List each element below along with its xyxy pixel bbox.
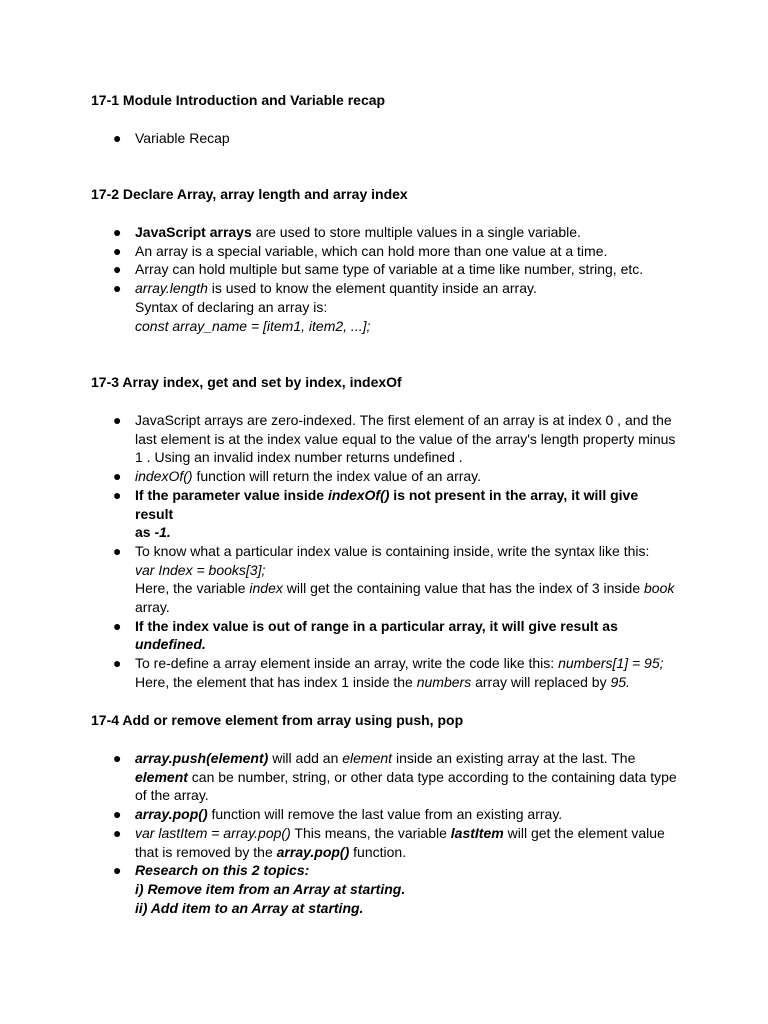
section-17-4-list — [91, 749, 691, 917]
bullet-icon: ● — [113, 655, 122, 672]
section-17-3-list — [91, 411, 691, 692]
list-item: ● JavaScript arrays are used to store multiple values in a single variable. — [113, 224, 581, 240]
bullet-icon: ● — [113, 412, 122, 428]
bullet-icon: ● — [113, 468, 122, 485]
list-item: ● Variable Recap — [113, 130, 230, 146]
section-heading: 17-4 Add or remove element from array using push, pop — [91, 712, 464, 728]
section-17-2 — [91, 185, 691, 204]
section-17-2-list — [91, 223, 691, 335]
list-item: ● var lastItem = array.pop() This means, the variable lastItem will get the element value that is removed by the array.pop() function. — [113, 824, 665, 860]
list-item: ● JavaScript arrays are zero-indexed. The first element of an array is at index 0 , and the last element is at the index value equal to the value of the array's length property minus 1 . Using an invalid index number returns undefined . — [113, 412, 676, 466]
bullet-icon: ● — [113, 750, 122, 766]
bullet-icon: ● — [113, 224, 122, 240]
list-item: ● array.pop() function will remove the last value from an existing array. — [113, 806, 563, 823]
bullet-list — [91, 129, 691, 148]
list-item: ● indexOf() function will return the index value of an array. — [113, 468, 482, 485]
bullet-icon: ● — [113, 280, 122, 297]
bullet-list — [91, 749, 691, 917]
list-item: ● If the index value is out of range in a particular array, it will give result as undefined. — [113, 617, 618, 653]
bullet-icon: ● — [113, 542, 122, 559]
list-item: ● To re-define a array element inside an array, write the code like this: numbers[1] = 95; Here, the element that has index 1 inside the numbers array will replaced by 95. — [113, 655, 664, 690]
bullet-icon: ● — [113, 862, 122, 879]
section-heading: 17-3 Array index, get and set by index, indexOf — [91, 374, 402, 390]
bullet-icon: ● — [113, 806, 122, 823]
list-item: ● array.push(element) will add an element inside an existing array at the last. The element can be number, string, or other data type according to the containing data type of the array. — [113, 750, 677, 804]
list-item: ● Research on this 2 topics: i) Remove item from an Array at starting. ii) Add item to an Array at starting. — [113, 862, 406, 916]
list-item: ● To know what a particular index value is containing inside, write the syntax like this: var Index = books[3]; Here, the variable index will get the containing value that has the index of 3 inside book array. — [113, 542, 675, 616]
bullet-icon: ● — [113, 617, 122, 634]
bullet-icon: ● — [113, 130, 122, 146]
section-17-1-list — [91, 129, 691, 148]
section-17-1 — [91, 91, 691, 110]
section-heading: 17-2 Declare Array, array length and array index — [91, 186, 408, 202]
bullet-icon: ● — [113, 242, 122, 259]
list-item: ● array.length is used to know the element quantity inside an array. Syntax of declaring an array is: const array_name = [item1, item2, ...]; — [113, 280, 537, 334]
section-17-4 — [91, 711, 691, 730]
section-heading: 17-1 Module Introduction and Variable recap — [91, 92, 386, 108]
section-17-3 — [91, 373, 691, 392]
bullet-icon: ● — [113, 261, 122, 278]
list-item: ● If the parameter value inside indexOf() is not present in the array, it will give result as -1. — [113, 486, 639, 541]
list-item: ● Array can hold multiple but same type of variable at a time like number, string, etc. — [113, 261, 644, 278]
list-item: ● An array is a special variable, which can hold more than one value at a time. — [113, 242, 608, 259]
bullet-icon: ● — [113, 824, 122, 841]
bullet-icon: ● — [113, 486, 122, 503]
bullet-list — [91, 411, 691, 692]
bullet-list — [91, 223, 691, 335]
